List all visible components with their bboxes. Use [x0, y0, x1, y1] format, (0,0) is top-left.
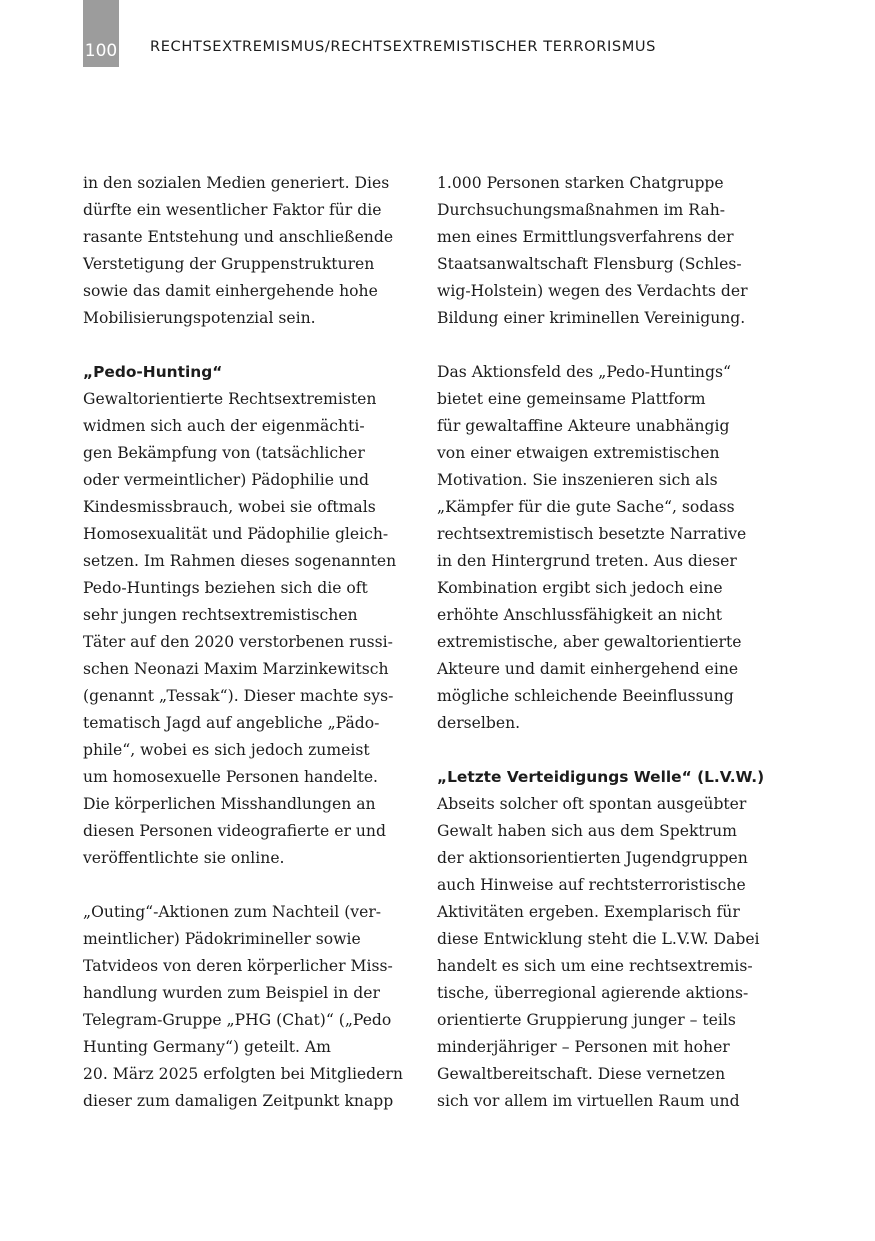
- text-line: phile“, wobei es sich jedoch zumeist: [83, 741, 370, 759]
- text-line: widmen sich auch der eigenmächti-: [83, 417, 365, 435]
- text-line: Täter auf den 2020 verstorbenen russi-: [83, 633, 393, 651]
- left-column: [83, 170, 413, 1115]
- text-line: Gewaltbereitschaft. Diese vernetzen: [437, 1065, 726, 1083]
- text-line: in den Hintergrund treten. Aus dieser: [437, 552, 737, 570]
- text-line: Abseits solcher oft spontan ausgeübter: [437, 795, 747, 813]
- text-line: 20. März 2025 erfolgten bei Mitgliedern: [83, 1065, 403, 1083]
- text-line: Akteure und damit einhergehend eine: [437, 660, 739, 678]
- text-line: für gewaltaffine Akteure unabhängig: [437, 417, 730, 435]
- text-line: Gewalt haben sich aus dem Spektrum: [437, 822, 737, 840]
- text-line: Kombination ergibt sich jedoch eine: [437, 579, 723, 597]
- text-line: derselben.: [437, 714, 521, 732]
- text-line: von einer etwaigen extremistischen: [437, 444, 720, 462]
- text-line: erhöhte Anschlussfähigkeit an nicht: [437, 606, 723, 624]
- text-line: tische, überregional agierende aktions-: [437, 984, 749, 1002]
- text-line: Motivation. Sie inszenieren sich als: [437, 471, 718, 489]
- text-line: gen Bekämpfung von (tatsächlicher: [83, 444, 365, 462]
- text-line: dürfte ein wesentlicher Faktor für die: [83, 201, 382, 219]
- text-line: tematisch Jagd auf angebliche „Pädo-: [83, 714, 380, 732]
- text-line: 1.000 Personen starken Chatgruppe: [437, 174, 724, 192]
- text-line: Hunting Germany“) geteilt. Am: [83, 1038, 331, 1056]
- right-column: [437, 170, 767, 1115]
- text-line: um homosexuelle Personen handelte.: [83, 768, 379, 786]
- text-line: Gewaltorientierte Rechtsextremisten: [83, 390, 377, 408]
- text-line: veröffentlichte sie online.: [83, 849, 285, 867]
- text-line: Telegram-Gruppe „PHG (Chat)“ („Pedo: [83, 1011, 392, 1029]
- text-line: Das Aktionsfeld des „Pedo-Huntings“: [437, 363, 731, 381]
- text-line: mögliche schleichende Beeinflussung: [437, 687, 734, 705]
- text-line: diesen Personen videografierte er und: [83, 822, 386, 840]
- text-line: auch Hinweise auf rechtsterroristische: [437, 876, 746, 894]
- section-heading-lvw: „Letzte Verteidigungs Welle“ (L.V.W.): [437, 768, 765, 786]
- text-line: Kindesmissbrauch, wobei sie oftmals: [83, 498, 376, 516]
- text-line: Homosexualität und Pädophilie gleich-: [83, 525, 389, 543]
- paragraph: [437, 791, 767, 1115]
- section-heading-pedo-hunting: „Pedo-Hunting“: [83, 363, 223, 381]
- text-line: Aktivitäten ergeben. Exemplarisch für: [437, 903, 740, 921]
- text-line: „Outing“-Aktionen zum Nachteil (ver-: [83, 903, 382, 921]
- text-line: orientierte Gruppierung junger – teils: [437, 1011, 736, 1029]
- text-line: (genannt „Tessak“). Dieser machte sys-: [83, 687, 394, 705]
- text-line: extremistische, aber gewaltorientierte: [437, 633, 742, 651]
- text-line: Die körperlichen Misshandlungen an: [83, 795, 376, 813]
- text-line: in den sozialen Medien generiert. Dies: [83, 174, 390, 192]
- text-line: men eines Ermittlungsverfahrens der: [437, 228, 734, 246]
- text-line: sehr jungen rechtsextremistischen: [83, 606, 358, 624]
- text-line: Mobilisierungspotenzial sein.: [83, 309, 316, 327]
- text-line: diese Entwicklung steht die L.V.W. Dabei: [437, 930, 760, 948]
- text-line: Bildung einer kriminellen Vereinigung.: [437, 309, 746, 327]
- text-line: der aktionsorientierten Jugendgruppen: [437, 849, 748, 867]
- running-header-title: RECHTSEXTREMISMUS/RECHTSEXTREMISTISCHER TERRORISMUS: [150, 38, 657, 55]
- text-line: dieser zum damaligen Zeitpunkt knapp: [83, 1092, 394, 1110]
- text-line: rasante Entstehung und anschließende: [83, 228, 394, 246]
- text-line: meintlicher) Pädokrimineller sowie: [83, 930, 361, 948]
- text-line: handlung wurden zum Beispiel in der: [83, 984, 380, 1002]
- text-line: handelt es sich um eine rechtsextremis-: [437, 957, 753, 975]
- text-line: sowie das damit einhergehende hohe: [83, 282, 378, 300]
- paragraph: [437, 170, 767, 332]
- paragraph: [83, 386, 413, 872]
- text-line: bietet eine gemeinsame Plattform: [437, 390, 706, 408]
- text-line: „Kämpfer für die gute Sache“, sodass: [437, 498, 735, 516]
- text-line: wig-Holstein) wegen des Verdachts der: [437, 282, 748, 300]
- text-line: Verstetigung der Gruppenstrukturen: [83, 255, 375, 273]
- text-line: Pedo-Huntings beziehen sich die oft: [83, 579, 368, 597]
- text-line: schen Neonazi Maxim Marzinkewitsch: [83, 660, 389, 678]
- paragraph: [437, 359, 767, 737]
- paragraph: [83, 899, 413, 1115]
- text-line: Tatvideos von deren körperlicher Miss-: [83, 957, 393, 975]
- text-line: minderjähriger – Personen mit hoher: [437, 1038, 730, 1056]
- page-number: 100: [83, 0, 119, 67]
- text-line: Durchsuchungsmaßnahmen im Rah-: [437, 201, 726, 219]
- text-line: rechtsextremistisch besetzte Narrative: [437, 525, 747, 543]
- text-line: oder vermeintlicher) Pädophilie und: [83, 471, 369, 489]
- text-line: setzen. Im Rahmen dieses sogenannten: [83, 552, 397, 570]
- text-line: sich vor allem im virtuellen Raum und: [437, 1092, 740, 1110]
- text-line: Staatsanwaltschaft Flensburg (Schles-: [437, 255, 742, 273]
- paragraph: [83, 170, 413, 332]
